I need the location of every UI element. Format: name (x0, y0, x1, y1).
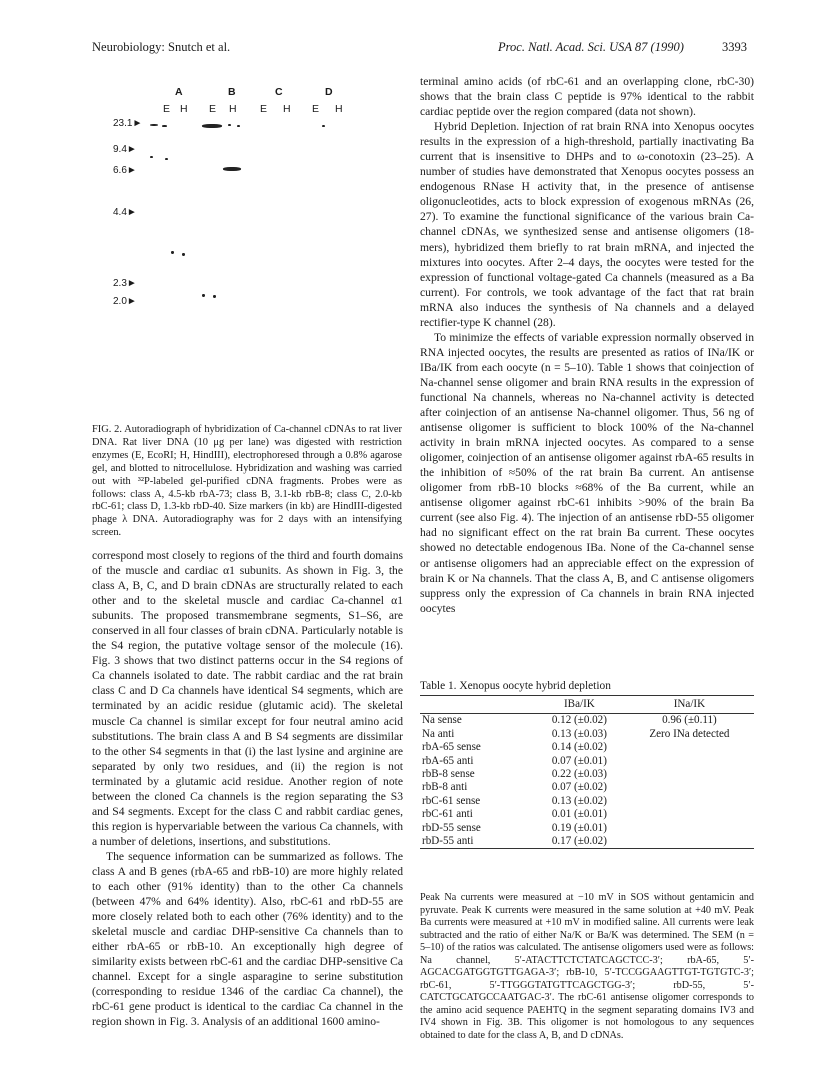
na-ratio (625, 781, 754, 794)
ba-ratio: 0.17 (±0.02) (534, 835, 625, 849)
ba-ratio: 0.14 (±0.02) (551, 741, 607, 754)
blot-band (165, 158, 168, 160)
paragraph: The sequence information can be summarized as follows. The class A and B genes (rbA-65 and rbB-10) are more highly related to each other (91% identity) than to the other Ca channels (between 47% and 64% identity). Also, rbC-61 and rbD-55 are more closely related both to each other (76% identity) and to the skeletal muscle and cardiac DHP-sensitive Ca channels than to either rbA-65 or rbB-10. An exceptionally high degree of similarity exists between rbC-61 and the cardiac DHP-sensitive Ca channel. Except for a single asparagine to serine substitution (corresponding to residue 1346 of the cardiac Ca channel), the rbC-61 gene product is identical to the cardiac Ca channel in the region shown in Fig. 3. Analysis of an additional 1600 amino- (92, 849, 403, 1029)
lane-label-d: D (325, 86, 333, 98)
ba-ratio: 0.19 (±0.01) (551, 821, 607, 834)
table-row (420, 835, 754, 849)
paragraph: Hybrid Depletion. Injection of rat brain RNA into Xenopus oocytes results in the expression of a high-threshold, partially inactivating Ba current that is insensitive to DHPs and to ω-conotoxin (23–25). A number of studies have demonstrated that Xenopus oocytes possess an endogenous RNase H activity that, in the presence of antisense oligonucleotides, acts to block expression of exogenous mRNAs (26, 27). To examine the functional significance of the various brain Ca-channel cDNAs, we synthesized sense and antisense oligomers (18-mers), hybridized them briefly to rat brain mRNA, and injected the mixtures into oocytes. After 2–4 days, the oocytes were tested for the expression of functional voltage-gated Ca channels (measured as a Ba current). For controls, we took advantage of the fact that rat brain mRNA also induces the synthesis of Na channels and a delayed rectifier-type K channel (28). (420, 120, 754, 329)
size-marker: 2.0► (113, 296, 137, 307)
row-label: rbD-55 anti (420, 835, 534, 849)
blot-band (228, 124, 231, 126)
table-row (420, 781, 754, 794)
blot-band (150, 124, 158, 126)
enzyme-label: H (180, 103, 188, 115)
ba-ratio: 0.13 (±0.03) (551, 727, 607, 740)
lane-label-b: B (228, 86, 236, 98)
enzyme-label: H (283, 103, 291, 115)
hybrid-depletion-table (420, 695, 754, 849)
left-column (92, 548, 403, 1030)
size-marker: 23.1► (113, 118, 143, 129)
blot-band (182, 253, 185, 256)
na-ratio (625, 755, 754, 768)
paragraph: terminal amino acids (of rbC-61 and an overlapping clone, rbC-30) shows that the brain class C peptide is 97% identical to the rabbit cardiac peptide over the region compared (data not shown). (420, 75, 754, 119)
ba-ratio: 0.07 (±0.02) (551, 781, 607, 794)
paragraph: To minimize the effects of variable expression normally observed in RNA injected oocytes, the results are presented as ratios of INa/IK or IBa/IK from each oocyte (n = 5–10). Table 1 shows that coinjection of Na-channel sense oligomer and brain RNA results in the expression of functional Na channels, whereas no Na-channel activity is detected after coinjection of an antisense Na-channel oligomer. Thus, 56 ng of antisense oligomer is sufficient to block 100% of the Na-channel activity in brain mRNA injected oocytes. As compared to a sense oligomer, coinjection of an antisense oligomer against rbA-65 results in the inhibition of ≈50% of the rat brain Ba current. An antisense oligomer from rbB-10 blocks ≈68% of the Ba current, while an antisense oligomer against rbC-61 inhibits >90% of the brain Ba current (see also Fig. 4). The injection of an antisense rbD-55 oligomer had no significant effect on the rat brain Ba current. These oocytes showed no detectable endogenous IBa. None of the Ca-channel sense or antisense oligomers had an appreciable effect on the expression of brain K or Na channels. That the class A, B, and C antisense oligomers suppress only the expression of Ca channels in brain RNA injected oocytes (420, 330, 754, 615)
row-label: rbA-65 anti (422, 754, 474, 767)
row-label: Na anti (422, 727, 455, 740)
na-ratio: 0.96 (±0.11) (662, 714, 717, 727)
enzyme-label: E (260, 103, 268, 115)
blot-band (202, 294, 205, 297)
right-column (420, 74, 754, 616)
table-row (420, 728, 754, 741)
ba-ratio: 0.22 (±0.03) (551, 768, 607, 781)
na-ratio (625, 822, 754, 835)
table-row (420, 822, 754, 835)
blot-band (322, 125, 325, 127)
page-number: 3393 (722, 40, 747, 54)
blot-band (202, 124, 222, 128)
row-label: rbC-61 sense (422, 794, 481, 807)
table-header-row (420, 696, 754, 714)
table-header-cell: IBa/IK (534, 696, 625, 714)
blot-band (237, 125, 240, 127)
blot-band (171, 251, 174, 254)
blot-band (150, 156, 153, 158)
ba-ratio: 0.01 (±0.01) (551, 808, 607, 821)
ba-ratio: 0.07 (±0.01) (551, 754, 607, 767)
na-ratio (625, 795, 754, 808)
table-footnote: Peak Na currents were measured at −10 mV in SOS without gentamicin and pyruvate. Peak K currents were measured in the same solution at +40 mV. Peak Ba currents were measured at +10 mV in modified saline. All currents were leak subtracted and the ratio of either Na/K or Ba/K was determined. The SEM (n = 5–10) of the ratios was calculated. The antisense oligomers used were as follows: Na channel, 5′-ATACTTCTCTATCAGCTCC-3′; rbA-65, 5′-AGCACGATGGTGTTGAGA-3′; rbB-10, 5′-TCCGGAAGTTGT-TGTGTC-3′; rbC-61, 5′-TTGGGTATGTTCAGCTGG-3′; rbD-55, 5′-CATCTGCATGCCAATGAC-3′. The rbC-61 antisense oligomer corresponds to the amino acid sequence PAEHTQ in the segment separating domains IV3 and IV4 shown in Fig. 3B. This oligomer is not homologous to any sequences obtained to date for the class A, B, and D cDNAs. (420, 892, 754, 1041)
figure-caption: FIG. 2. Autoradiograph of hybridization of Ca-channel cDNAs to rat liver DNA. Rat liver DNA (10 μg per lane) was digested with restriction enzymes (E, EcoRI; H, HindIII), electrophoresed through a 0.8% agarose gel, and blotted to nitrocellulose. Hybridization and washing was carried out with ³²P-labeled gel-purified cDNA fragments. Probes were as follows: class A, 4.5-kb rbA-73; class B, 3.1-kb rbB-8; class C, 2.0-kb rbC-61; class D, 1.3-kb rbD-40. Size markers (in kb) are HindIII-digested phage λ DNA. Autoradiography was for 2 days with an intensifying screen. (92, 424, 402, 539)
table-row (420, 795, 754, 808)
lane-label-c: C (275, 86, 283, 98)
table-row (420, 808, 754, 821)
table-row (420, 755, 754, 768)
ba-ratio: 0.13 (±0.02) (551, 794, 607, 807)
table-header-cell: INa/IK (625, 696, 754, 714)
size-marker: 2.3► (113, 278, 137, 289)
row-label: Na sense (422, 714, 462, 727)
table-header-cell (420, 696, 534, 714)
running-header-authors: Neurobiology: Snutch et al. (92, 40, 231, 54)
enzyme-label: E (163, 103, 171, 115)
na-ratio: Zero INa detected (649, 727, 730, 740)
paragraph: correspond most closely to regions of the third and fourth domains of the muscle and cardiac α1 subunits. As shown in Fig. 3, the class A, B, C, and D brain cDNAs are structurally related to each other and to the skeletal muscle and cardiac Ca-channel α1 subunits. The proposed transmembrane segments, S1–S6, are conserved in all four classes of brain cDNA. Particularly notable is the S4 region, the putative voltage sensor of the molecule (16). Fig. 3 shows that two distinct patterns occur in the S4 regions of Ca channels isolated to date. The rabbit cardiac and the rat brain class C and D Ca channels have identical S4 segments, which are terminated by an acidic residue (glutamic acid). The skeletal muscle Ca channel is similar except for four neutral amino acid substitutions. The brain class A and B S4 segments are dissimilar to the other S4 segments in that (i) the last lysine and arginine are separated by only two residues, and (ii) the region is not terminated by a glutamic acid residue. Another region of note between the cloned Ca channels is the region separating the S3 and S4 segments. Except for the class C and rabbit cardiac genes, this region is hypervariable between the various Ca channels, with a number of deletions, insertions, and substitutions. (92, 549, 403, 848)
row-label: rbC-61 anti (422, 808, 473, 821)
blot-band (213, 295, 216, 298)
table-title: Table 1. Xenopus oocyte hybrid depletion (420, 680, 611, 692)
row-label: rbB-8 sense (422, 768, 475, 781)
enzyme-label: H (229, 103, 237, 115)
lane-label-a: A (175, 86, 183, 98)
table-row (420, 714, 754, 728)
enzyme-label: E (209, 103, 217, 115)
enzyme-label: H (335, 103, 343, 115)
blot-band (223, 167, 241, 171)
na-ratio (625, 741, 754, 754)
table-row (420, 768, 754, 781)
size-marker: 6.6► (113, 165, 137, 176)
size-marker: 4.4► (113, 207, 137, 218)
running-header-journal: Proc. Natl. Acad. Sci. USA 87 (1990) (498, 40, 684, 54)
na-ratio (625, 835, 754, 849)
enzyme-label: E (312, 103, 320, 115)
row-label: rbA-65 sense (422, 741, 481, 754)
table-row (420, 741, 754, 754)
blot-band (162, 125, 167, 127)
na-ratio (625, 768, 754, 781)
row-label: rbD-55 sense (422, 821, 481, 834)
row-label: rbB-8 anti (422, 781, 468, 794)
ba-ratio: 0.12 (±0.02) (551, 714, 607, 727)
size-marker: 9.4► (113, 144, 137, 155)
na-ratio (625, 808, 754, 821)
